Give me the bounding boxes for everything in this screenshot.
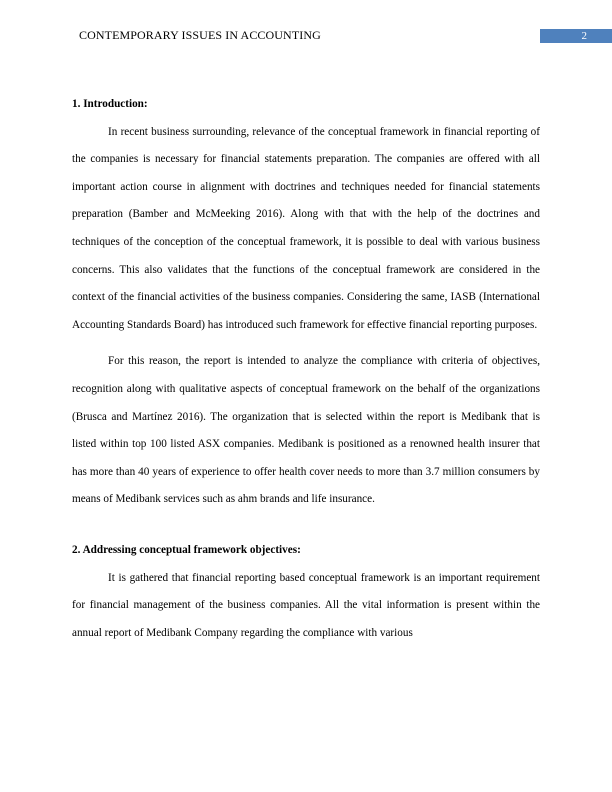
document-body: [72, 91, 540, 647]
page-number: 2: [581, 30, 587, 42]
section-heading-introduction: 1. Introduction:: [72, 98, 148, 110]
section-spacer: [72, 514, 540, 537]
paragraph: It is gathered that financial reporting based conceptual framework is an important requirement for financial management of the business companies. All the vital information is present within the annual report of Medibank Company regarding the compliance with various: [72, 571, 540, 639]
running-header-title: CONTEMPORARY ISSUES IN ACCOUNTING: [79, 28, 321, 42]
paragraph: For this reason, the report is intended to analyze the compliance with criteria of objectives, recognition along with qualitative aspects of conceptual framework on the behalf of the organizations (Brusca and Martínez 2016). The organization that is selected within the report is Medibank that is listed within top 100 listed ASX companies. Medibank is positioned as a renowned health insurer that has more than 40 years of experience to offer health cover needs to more than 3.7 million consumers by means of Medibank services such as ahm brands and life insurance.: [72, 355, 540, 506]
page-number-badge: [540, 29, 612, 43]
section-heading-objectives: 2. Addressing conceptual framework objectives:: [72, 543, 301, 556]
paragraph-spacer: [72, 339, 540, 348]
paragraph: In recent business surrounding, relevance of the conceptual framework in financial reporting of the companies is necessary for financial statements preparation. The companies are offered with all important action course in alignment with doctrines and techniques needed for financial statements preparation (Bamber and McMeeking 2016). Along with that with the help of the doctrines and techniques of the conception of the conceptual framework, it is possible to deal with various business concerns. This also validates that the functions of the conceptual framework are considered in the context of the financial activities of the business companies. Considering the same, IASB (International Accounting Standards Board) has introduced such framework for effective financial reporting purposes.: [72, 125, 540, 331]
